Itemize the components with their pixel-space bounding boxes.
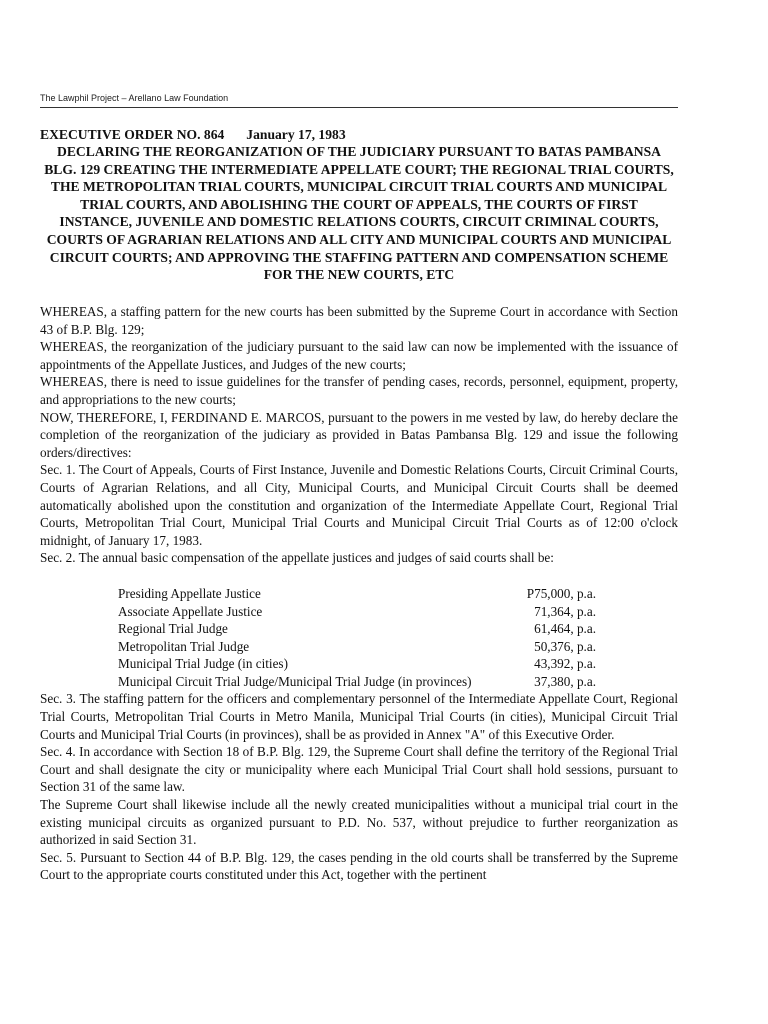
table-row	[118, 638, 596, 656]
paragraph: Sec. 2. The annual basic compensation of the appellate justices and judges of said courts shall be:	[40, 550, 554, 566]
amount-cell: P75,000, p.a.	[526, 585, 596, 601]
order-date: January 17, 1983	[246, 127, 346, 142]
table-row	[118, 655, 596, 673]
amount-cell: 43,392, p.a.	[534, 656, 596, 672]
compensation-table	[118, 585, 596, 691]
position-cell: Metropolitan Trial Judge	[118, 638, 250, 654]
title-block	[40, 126, 678, 284]
source-header: The Lawphil Project – Arellano Law Foundation	[40, 93, 229, 103]
paragraph: The Supreme Court shall likewise include all the newly created municipalities without a municipal trial court in the existing municipal circuits as organized pursuant to P.D. No. 537, without prejudice to further reorganization as authorized in said Section 31.	[40, 797, 678, 848]
amount-cell: 37,380, p.a.	[534, 673, 596, 689]
paragraph: WHEREAS, a staffing pattern for the new courts has been submitted by the Supreme Court in accordance with Section 43 of B.P. Blg. 129;	[40, 304, 678, 337]
position-cell: Regional Trial Judge	[118, 621, 228, 637]
paragraph: WHEREAS, there is need to issue guidelines for the transfer of pending cases, records, personnel, equipment, property, and appropriations to the new courts;	[40, 374, 678, 407]
position-cell: Presiding Appellate Justice	[118, 585, 261, 601]
table-row	[118, 673, 596, 691]
position-cell: Municipal Trial Judge (in cities)	[118, 656, 288, 672]
order-number: EXECUTIVE ORDER NO. 864	[40, 127, 225, 142]
amount-cell: 61,464, p.a.	[534, 621, 596, 637]
paragraph: Sec. 1. The Court of Appeals, Courts of First Instance, Juvenile and Domestic Relations Courts, Circuit Criminal Courts, Courts of Agrarian Relations, and all City, Municipal Courts, and Municipal Circuit Courts shall be deemed automatically abolished upon the constitution and organization of the Intermediate Appellate Court, Regional Trial Courts, Metropolitan Trial Court, Municipal Trial Courts and Municipal Circuit Trial Courts as of 12:00 o'clock midnight, of January 17, 1983.	[40, 462, 678, 548]
position-cell: Associate Appellate Justice	[118, 603, 263, 619]
header-divider	[40, 107, 678, 108]
table-row	[118, 603, 596, 621]
paragraph: Sec. 4. In accordance with Section 18 of B.P. Blg. 129, the Supreme Court shall define the territory of the Regional Trial Court and shall designate the city or municipality where each Municipal Trial Court shall hold sessions, pursuant to Section 31 of the same law.	[40, 744, 678, 795]
amount-cell: 71,364, p.a.	[534, 603, 596, 619]
table-row	[118, 620, 596, 638]
table-row	[118, 585, 596, 603]
paragraph: NOW, THEREFORE, I, FERDINAND E. MARCOS, pursuant to the powers in me vested by law, do hereby declare the completion of the reorganization of the judiciary as provided in Batas Pambansa Blg. 129 and issue the following orders/directives:	[40, 409, 678, 460]
sections-after-table	[40, 690, 678, 884]
amount-cell: 50,376, p.a.	[534, 638, 596, 654]
paragraph: Sec. 5. Pursuant to Section 44 of B.P. Blg. 129, the cases pending in the old courts shall be transferred by the Supreme Court to the appropriate courts constituted under this Act, together with the pertinent	[40, 849, 678, 883]
order-heading	[40, 126, 678, 143]
order-subtitle: DECLARING THE REORGANIZATION OF THE JUDICIARY PURSUANT TO BATAS PAMBANSA BLG. 129 CREATING THE INTERMEDIATE APPELLATE COURT; THE REGIONAL TRIAL COURTS, THE METROPOLITAN TRIAL COURTS, MUNICIPAL CIRCUIT TRIAL COURTS AND MUNICIPAL TRIAL COURTS, AND ABOLISHING THE COURT OF APPEALS, THE COURTS OF FIRST INSTANCE, JUVENILE AND DOMESTIC RELATIONS COURTS, CIRCUIT CRIMINAL COURTS, COURTS OF AGRARIAN RELATIONS AND ALL CITY AND MUNICIPAL COURTS AND MUNICIPAL CIRCUIT COURTS; AND APPROVING THE STAFFING PATTERN AND COMPENSATION SCHEME FOR THE NEW COURTS, ETC	[44, 144, 674, 283]
document-body	[40, 303, 678, 884]
position-cell: Municipal Circuit Trial Judge/Municipal Trial Judge (in provinces)	[118, 673, 472, 689]
paragraph: WHEREAS, the reorganization of the judiciary pursuant to the said law can now be implemented with the issuance of appointments of the Appellate Justices, and Judges of the new courts;	[40, 339, 678, 372]
paragraph: Sec. 3. The staffing pattern for the officers and complementary personnel of the Intermediate Appellate Court, Regional Trial Courts, Metropolitan Trial Courts in Metro Manila, Municipal Trial Courts (in cities), Municipal Circuit Trial Courts and Municipal Trial Courts (in provinces), shall be as provided in Annex "A" of this Executive Order.	[40, 691, 678, 742]
